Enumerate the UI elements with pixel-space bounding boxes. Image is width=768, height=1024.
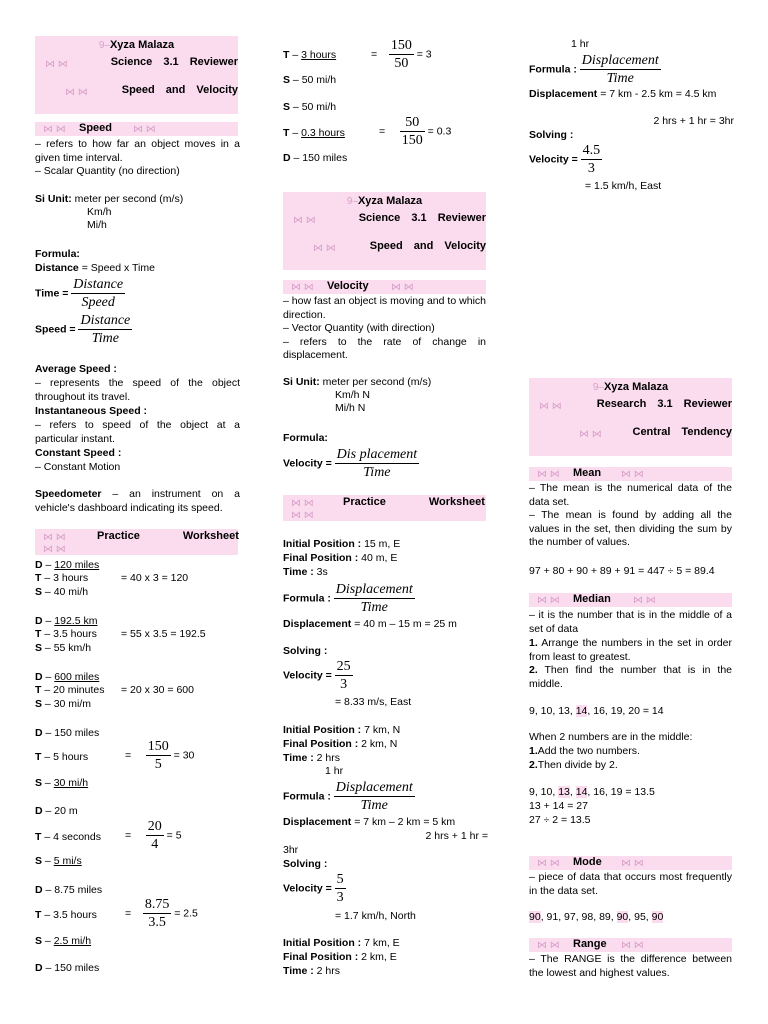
bow-icon: ⋈ ⋈ (291, 498, 314, 509)
median-step-2: 2. Then find the number that is in the middle. (529, 664, 732, 690)
bow-icon: ⋈ ⋈ (65, 87, 88, 98)
problem-speed: S – 50 mi/h (283, 74, 337, 86)
time-formula: Time = $\frac{\text{Distance}}{\text{Speed}}$ (35, 277, 124, 310)
final-position: Final Position : 40 m, E (283, 552, 398, 564)
displacement: Displacement = 7 km – 2 km = 5 km (283, 816, 456, 828)
topic-title: Central Tendency (632, 426, 732, 438)
problem-speed: S – 30 mi/m (35, 698, 92, 710)
bow-icon: ⋈ ⋈ (621, 469, 644, 480)
section-mode (529, 856, 732, 870)
problem-distance: D – 120 miles (35, 559, 100, 571)
problem-time: T – 4 seconds (35, 831, 101, 843)
problem-distance: D – 150 miles (35, 962, 100, 974)
bow-icon: ⋈ ⋈ (621, 858, 644, 869)
mean-definition: – The mean is the numerical data of the data set. – The mean is found by adding all the values in the set, then dividing the sum by the number of values. (529, 482, 732, 548)
course-title: Science 3.1 Reviewer (358, 212, 486, 224)
speedometer-def: Speedometer – an instrument on a vehicle's dashboard indicating its speed. (35, 488, 240, 514)
header-box: 9–Xyza Malaza ⋈ ⋈ Science 3.1 Reviewer ⋈ ⋈ Speed and Velocity (283, 192, 486, 270)
section-title: Mean (573, 467, 602, 479)
bow-icon: ⋈ ⋈ (43, 124, 66, 135)
problem-distance: D – 600 miles (35, 671, 100, 683)
bow-icon: ⋈ ⋈ (391, 282, 414, 293)
section-velocity (283, 280, 486, 294)
bow-icon: ⋈ ⋈ (537, 940, 560, 951)
section-practice (283, 495, 486, 521)
distance-formula: Distance = Speed x Time (35, 262, 155, 274)
median-example-2: 9, 10, 13, 14, 16, 19 = 13.5 (529, 786, 655, 798)
si-unit-speed: Si Unit: meter per second (m/s) (35, 193, 184, 205)
bow-icon: ⋈ ⋈ (291, 282, 314, 293)
velocity-result: Velocity = $\frac{5}{3}$ (283, 872, 344, 905)
problem-speed: S – 55 km/h (35, 642, 92, 654)
problem-time: T – 3 hours (35, 572, 89, 584)
problem-distance: D – 20 m (35, 805, 78, 817)
topic-title: Speed and Velocity (121, 84, 238, 96)
author-name: Xyza Malaza (357, 195, 423, 207)
problem-distance: D – 192.5 km (35, 615, 98, 627)
displacement: Displacement = 7 km - 2.5 km = 4.5 km (529, 88, 717, 100)
section-title: Mode (573, 856, 602, 868)
average-speed-label: Average Speed : (35, 363, 117, 375)
velocity-definition: – how fast an object is moving and to which direction. – Vector Quantity (with direction) – refers to the rate of change in displacement. (283, 295, 486, 361)
section-mean (529, 467, 732, 481)
course-title: Research 3.1 Reviewer (596, 398, 732, 410)
velocity-result: Velocity = $\frac{4.5}{3}$ (529, 143, 601, 176)
velocity-result: Velocity = $\frac{25}{3}$ (283, 659, 351, 692)
time: Time : 2 hrs (283, 965, 340, 977)
problem-speed: S – 50 mi/h (283, 101, 337, 113)
problem-speed: S – 30 mi/h (35, 777, 89, 789)
problem-time: T – 0.3 hours (283, 127, 345, 139)
bow-icon: ⋈ ⋈ (291, 510, 314, 521)
final-position: Final Position : 2 km, E (283, 951, 397, 963)
course-title: Science 3.1 Reviewer (110, 56, 238, 68)
section-title: Practice Worksheet (97, 530, 239, 542)
section-range (529, 938, 732, 952)
formula: Formula : $\frac{\text{Displacement}}{\text{Time}}$ (283, 780, 413, 813)
bow-icon: ⋈ ⋈ (579, 429, 602, 440)
header-box: 9–Xyza Malaza ⋈ ⋈ Research 3.1 Reviewer ⋈ ⋈ Central Tendency (529, 378, 732, 456)
section-title: Speed (79, 122, 113, 134)
constant-speed-label: Constant Speed : (35, 447, 122, 459)
bow-icon: ⋈ ⋈ (621, 940, 644, 951)
problem-distance: D – 150 miles (283, 152, 348, 164)
displacement: Displacement = 40 m – 15 m = 25 m (283, 618, 457, 630)
bow-icon: ⋈ ⋈ (43, 544, 66, 555)
author-name: Xyza Malaza (603, 381, 669, 393)
section-title: Range (573, 938, 607, 950)
section-title: Practice Worksheet (343, 496, 485, 508)
formula-label: Formula: (283, 432, 328, 444)
section-title: Velocity (327, 280, 369, 292)
si-unit-velocity: Si Unit: meter per second (m/s) (283, 376, 432, 388)
initial-position: Initial Position : 7 km, N (283, 724, 401, 736)
problem-time: T – 20 minutes (35, 684, 105, 696)
problem-speed: S – 5 mi/s (35, 855, 82, 867)
bow-icon: ⋈ ⋈ (539, 401, 562, 412)
problem-time: T – 3.5 hours (35, 909, 97, 921)
problem-speed: S – 2.5 mi/h (35, 935, 92, 947)
speed-formula: Speed = $\frac{\text{Distance}}{\text{Time}}$ (35, 313, 131, 346)
problem-time: T – 3 hours (283, 49, 337, 61)
topic-title: Speed and Velocity (369, 240, 486, 252)
bow-icon: ⋈ ⋈ (537, 469, 560, 480)
author-name: Xyza Malaza (109, 39, 175, 51)
instantaneous-speed-label: Instantaneous Speed : (35, 405, 148, 417)
bow-icon: ⋈ ⋈ (537, 595, 560, 606)
bow-icon: ⋈ ⋈ (133, 124, 156, 135)
time: Time : 2 hrs (283, 752, 340, 764)
formula: Formula : $\frac{\text{Displacement}}{\text{Time}}$ (283, 582, 413, 615)
final-position: Final Position : 2 km, N (283, 738, 398, 750)
formula: Formula : $\frac{\text{Displacement}}{\text{Time}}$ (529, 53, 659, 86)
initial-position: Initial Position : 15 m, E (283, 538, 401, 550)
mean-example: 97 + 80 + 90 + 89 + 91 = 447 ÷ 5 = 89.4 (529, 565, 715, 577)
problem-time: T – 5 hours (35, 751, 89, 763)
header-box: 9–Xyza Malaza ⋈ ⋈ Science 3.1 Reviewer ⋈ ⋈ Speed and Velocity (35, 36, 238, 114)
section-speed (35, 122, 238, 136)
problem-speed: S – 40 mi/h (35, 586, 89, 598)
formula-label: Formula: (35, 248, 80, 260)
bow-icon: ⋈ ⋈ (45, 59, 68, 70)
problem-distance: D – 8.75 miles (35, 884, 103, 896)
mode-example: 90, 91, 97, 98, 89, 90, 95, 90 (529, 911, 664, 923)
time: Time : 3s (283, 566, 328, 578)
speed-definition: – refers to how far an object moves in a given time interval. – Scalar Quantity (no direction) (35, 138, 240, 177)
median-step-1: 1. Arrange the numbers in the set in order from least to greatest. (529, 637, 732, 663)
problem-time: T – 3.5 hours (35, 628, 97, 640)
problem-distance: D – 150 miles (35, 727, 100, 739)
section-median (529, 593, 732, 607)
bow-icon: ⋈ ⋈ (43, 532, 66, 543)
initial-position: Initial Position : 7 km, E (283, 937, 400, 949)
bow-icon: ⋈ ⋈ (633, 595, 656, 606)
velocity-formula: Velocity = $\frac{\text{Dis placement}}{\text{Time}}$ (283, 447, 418, 480)
bow-icon: ⋈ ⋈ (313, 243, 336, 254)
section-practice (35, 529, 238, 555)
median-example-1: 9, 10, 13, 14, 16, 19, 20 = 14 (529, 705, 664, 717)
bow-icon: ⋈ ⋈ (537, 858, 560, 869)
bow-icon: ⋈ ⋈ (293, 215, 316, 226)
section-title: Median (573, 593, 611, 605)
